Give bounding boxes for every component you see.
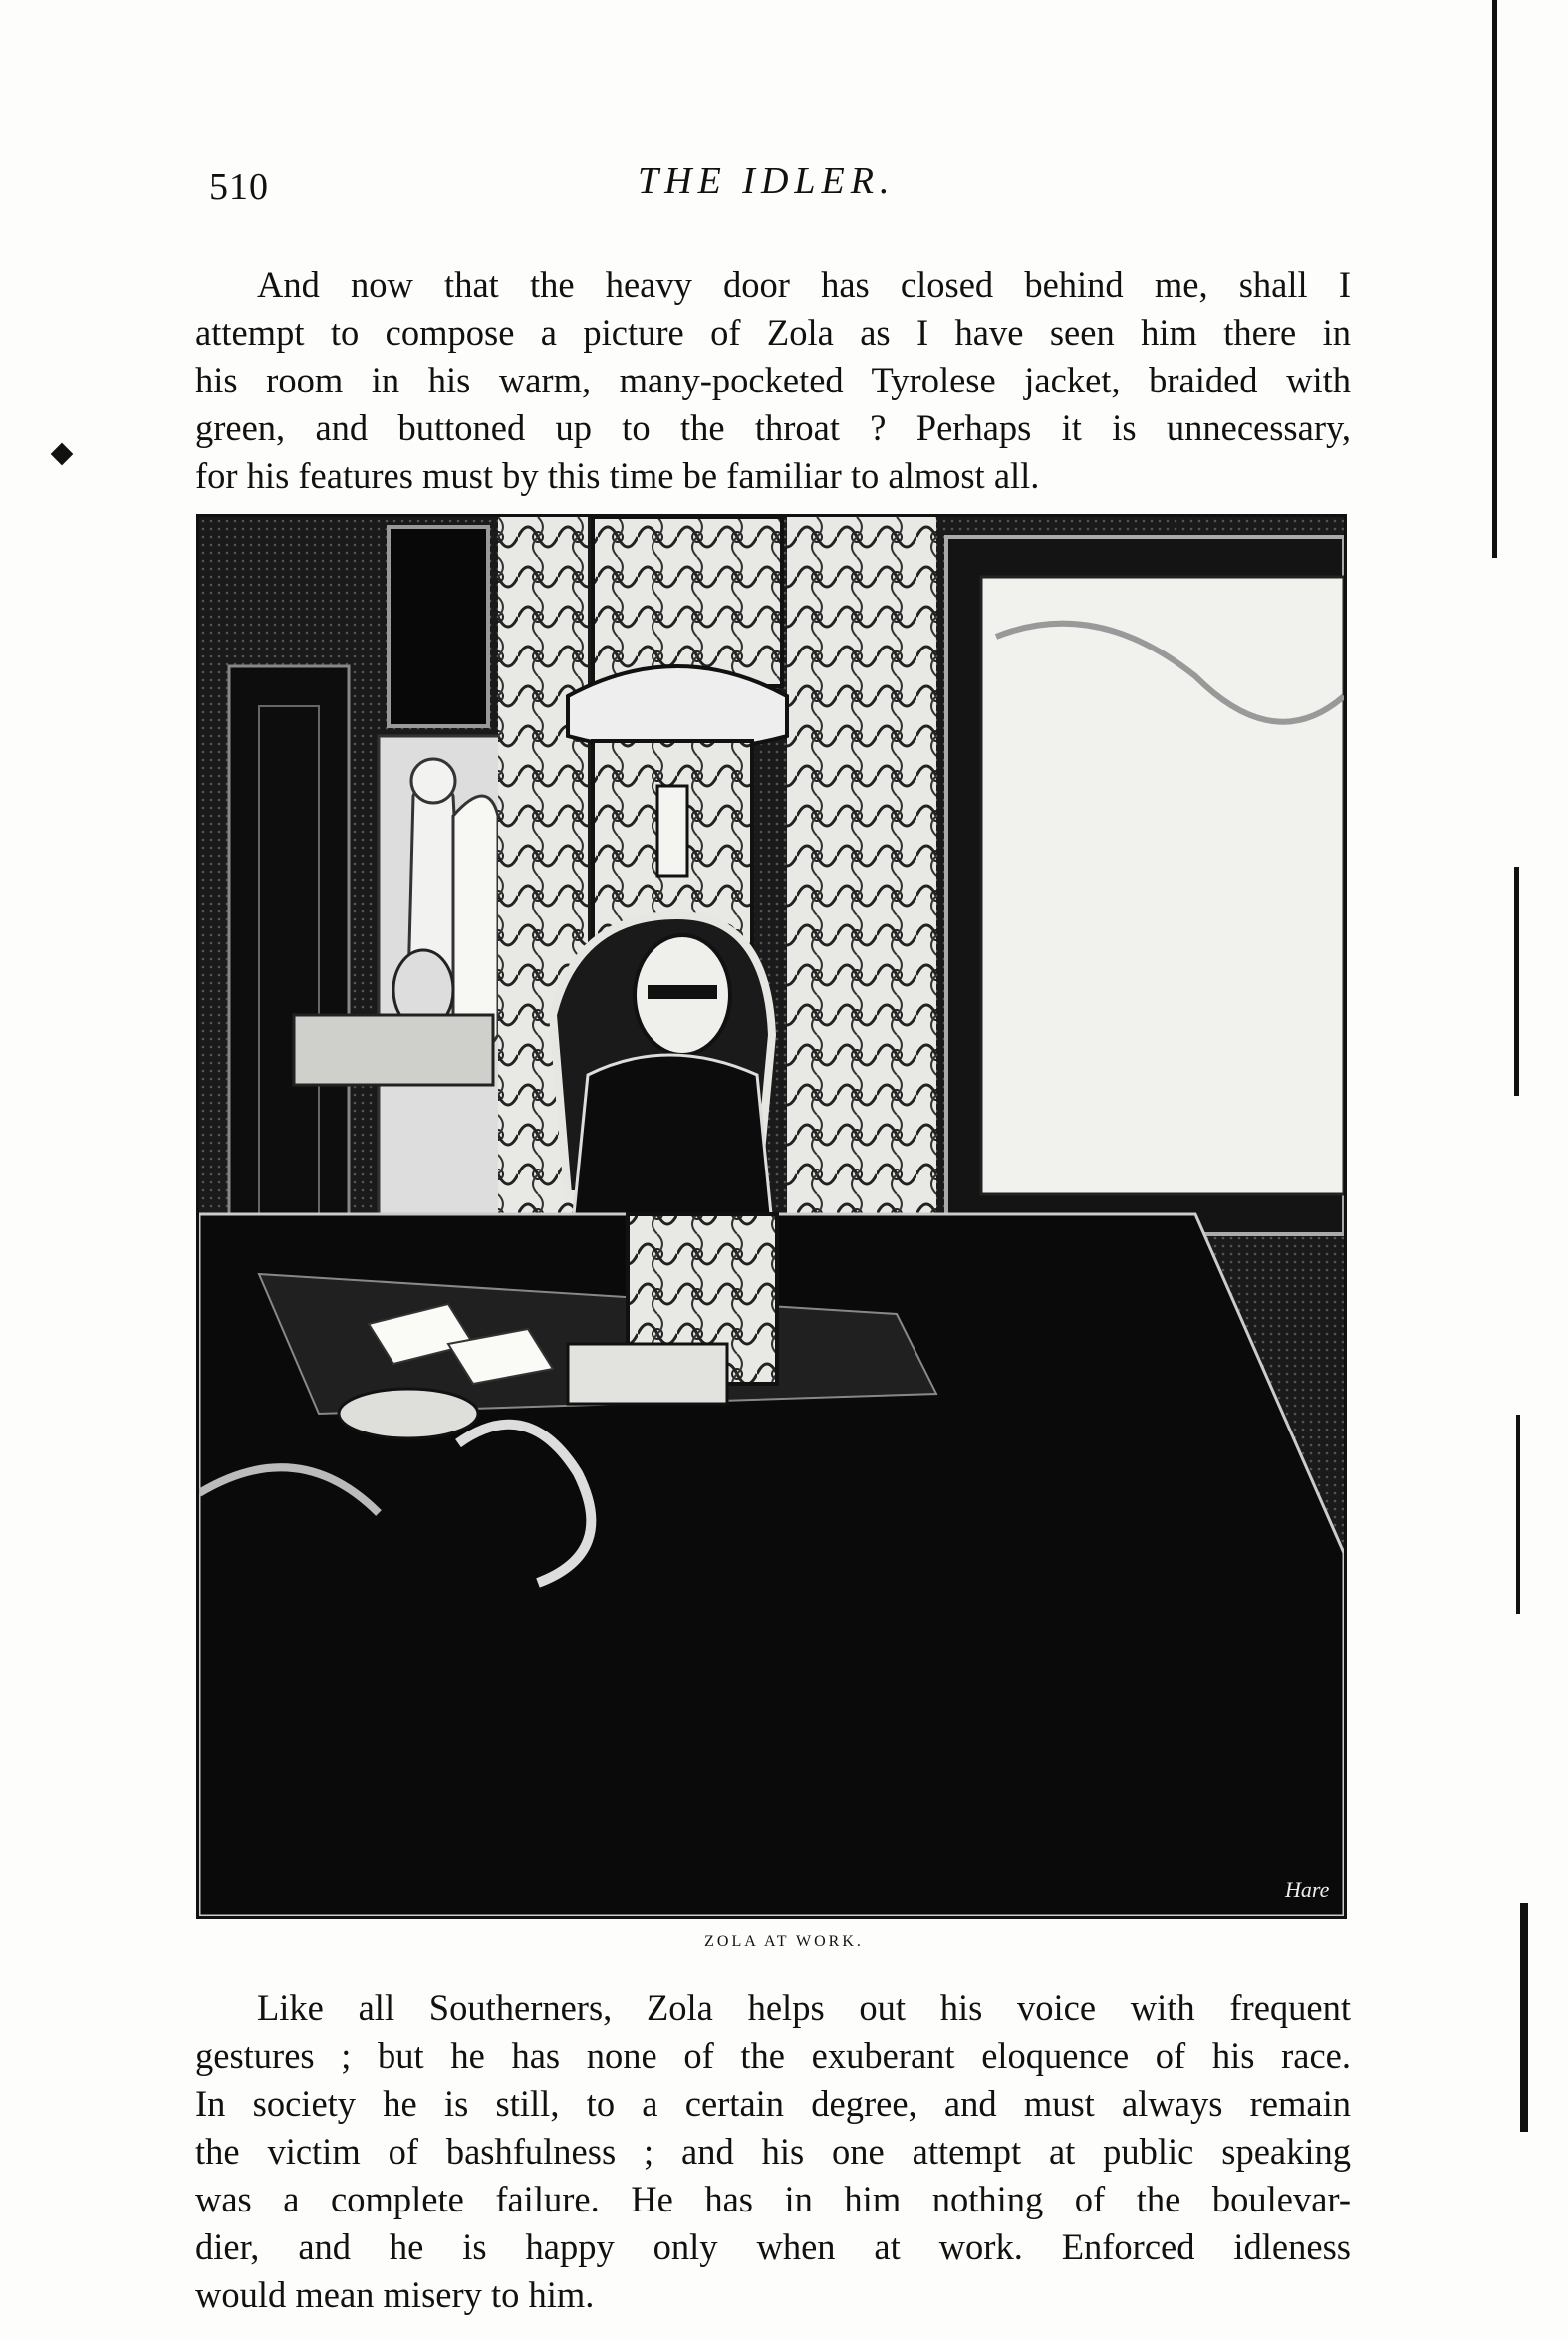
paragraph-intro bbox=[195, 261, 1351, 500]
paragraph-line: was a complete failure. He has in him nothing of the boulevar- bbox=[195, 2179, 1351, 2219]
page-number: 510 bbox=[209, 166, 269, 208]
scan-edge-mark bbox=[1516, 1415, 1520, 1614]
scan-edge-mark bbox=[1514, 867, 1519, 1096]
paragraph-line: gestures ; but he has none of the exuberant eloquence of his race. bbox=[195, 2035, 1351, 2076]
illustration-zola-at-work bbox=[196, 514, 1347, 1919]
artist-signature: Hare bbox=[1285, 1877, 1330, 1902]
paragraph-line: would mean misery to him. bbox=[195, 2274, 595, 2315]
paragraph-line: for his features must by this time be familiar to almost all. bbox=[195, 455, 1040, 496]
scan-edge-mark bbox=[1520, 1903, 1528, 2132]
paragraph-line: Like all Southerners, Zola helps out his voice with frequent bbox=[257, 1987, 1351, 2028]
engraving-drawing bbox=[199, 517, 1344, 1916]
paragraph-line: attempt to compose a picture of Zola as I have seen him there in bbox=[195, 312, 1351, 353]
paragraph-line: In society he is still, to a certain degree, and must always remain bbox=[195, 2083, 1351, 2124]
margin-bullet-mark bbox=[51, 443, 74, 466]
scan-edge-mark bbox=[1492, 0, 1497, 558]
paragraph-line: the victim of bashfulness ; and his one attempt at public speaking bbox=[195, 2131, 1351, 2172]
paragraph-southerners bbox=[195, 1984, 1351, 2319]
paragraph-line: green, and buttoned up to the throat ? Perhaps it is unnecessary, bbox=[195, 407, 1351, 448]
illustration-caption: ZOLA AT WORK. bbox=[704, 1933, 864, 1950]
paragraph-line: his room in his warm, many-pocketed Tyrolese jacket, braided with bbox=[195, 360, 1351, 400]
paragraph-line: dier, and he is happy only when at work. Enforced idleness bbox=[195, 2226, 1351, 2267]
running-title: THE IDLER. bbox=[638, 160, 896, 202]
paragraph-line: And now that the heavy door has closed behind me, shall I bbox=[257, 264, 1351, 305]
